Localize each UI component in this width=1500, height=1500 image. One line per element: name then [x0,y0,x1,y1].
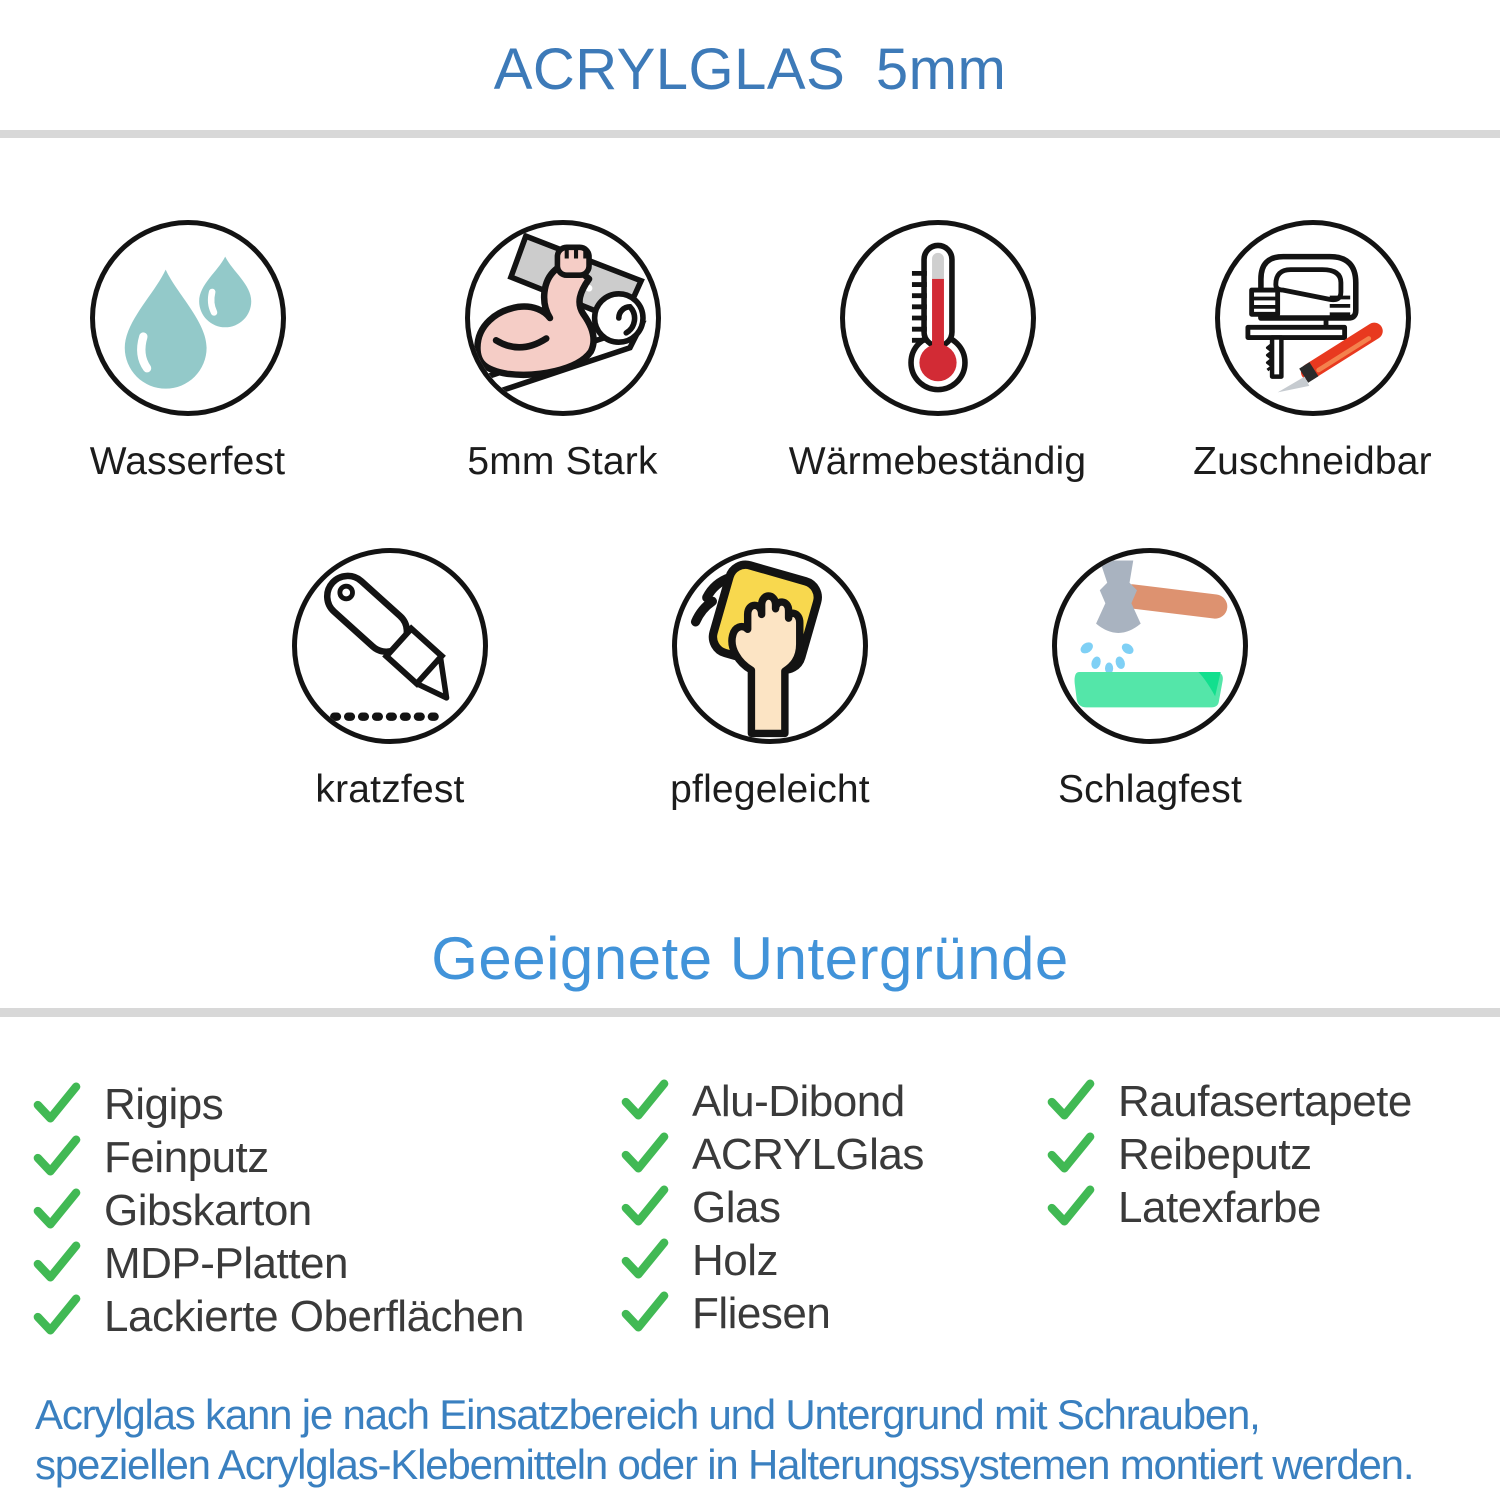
check-icon [620,1130,670,1180]
substrate-column-2 [620,1075,924,1340]
thermometer-icon [840,220,1036,416]
page-title: ACRYLGLAS 5mm [493,37,1007,102]
check-icon [32,1239,82,1289]
substrate-item [620,1181,924,1234]
check-icon [620,1236,670,1286]
check-icon [1046,1130,1096,1180]
feature-label: pflegeleicht [670,768,870,811]
feature-label: Wasserfest [89,440,286,483]
check-icon [32,1133,82,1183]
substrate-label: ACRYLGlas [692,1129,924,1179]
substrate-label: Alu-Dibond [692,1076,905,1126]
divider-middle [0,1008,1500,1017]
substrate-label: Rigips [104,1079,224,1129]
feature-label: Wärmebeständig [788,440,1087,483]
substrate-label: Feinputz [104,1132,269,1182]
substrate-item [620,1234,924,1287]
substrate-label: Glas [692,1182,781,1232]
feature-kratzfest [200,548,580,812]
substrate-item [1046,1128,1412,1181]
substrate-item [32,1184,524,1237]
check-icon [1046,1183,1096,1233]
features-row-1 [0,220,1500,484]
check-icon [620,1077,670,1127]
muscle-arm-icon [465,220,661,416]
substrate-item [32,1290,524,1343]
substrate-label: Raufasertapete [1118,1076,1412,1126]
divider-top [0,130,1500,138]
section-title: Geeignete Untergründe [431,925,1069,992]
hammer-icon [1052,548,1248,744]
jigsaw-icon [1215,220,1411,416]
feature-pflegeleicht [580,548,960,812]
feature-label: 5mm Stark [467,440,658,483]
wiping-hand-icon [672,548,868,744]
check-icon [620,1289,670,1339]
feature-wasserfest [0,220,375,484]
substrate-label: Latexfarbe [1118,1182,1321,1232]
substrate-item [32,1237,524,1290]
feature-5mm-stark [375,220,750,484]
footer-line-1: Acrylglas kann je nach Einsatzbereich und Untergrund mit Schrauben, [35,1391,1260,1438]
substrate-item [620,1287,924,1340]
feature-zuschneidbar [1125,220,1500,484]
substrate-column-3 [1046,1075,1412,1234]
check-icon [1046,1077,1096,1127]
substrate-label: Lackierte Oberflächen [104,1291,524,1341]
water-drops-icon [90,220,286,416]
substrate-label: MDP-Platten [104,1238,348,1288]
check-icon [620,1183,670,1233]
footer-note [35,1390,1475,1490]
substrate-column-1 [32,1078,524,1343]
substrate-label: Reibeputz [1118,1129,1312,1179]
substrate-item [32,1078,524,1131]
substrate-label: Gibskarton [104,1185,312,1235]
feature-label: kratzfest [315,768,465,811]
utility-knife-icon [292,548,488,744]
footer-line-2: speziellen Acrylglas-Klebemitteln oder in Halterungssystemen montiert werden. [35,1441,1414,1488]
check-icon [32,1186,82,1236]
feature-label: Schlagfest [1057,768,1243,811]
substrate-item [620,1128,924,1181]
substrate-label: Holz [692,1235,779,1285]
feature-waermebestaendig [750,220,1125,484]
substrate-item [1046,1075,1412,1128]
substrate-label: Fliesen [692,1288,831,1338]
features-row-2 [200,548,1340,812]
feature-schlagfest [960,548,1340,812]
check-icon [32,1080,82,1130]
substrate-item [620,1075,924,1128]
feature-label: Zuschneidbar [1193,440,1432,483]
substrate-item [32,1131,524,1184]
check-icon [32,1292,82,1342]
substrate-item [1046,1181,1412,1234]
